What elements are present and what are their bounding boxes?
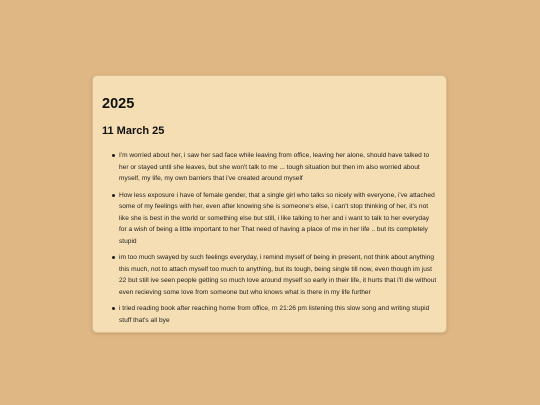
- year-heading: 2025: [102, 96, 135, 112]
- journal-card: [92, 75, 447, 333]
- entry-text: im too much swayed by such feelings everyday, i remind myself of being in present, not think about anything this much, not to attach myself too much to anything, but its tough, being single till now, even though im just 22 but still ive seen people getting so much love around myself so early in their life, it hurts that i'll die without even recieving some love from someone but who knows what is there in my life further: [119, 254, 437, 296]
- list-item: [102, 150, 437, 185]
- list-item: [102, 303, 437, 326]
- entry-text: i tried reading book after reaching home from office, rn 21:26 pm listening this slow song and writing stupid stuff that's all bye: [119, 305, 430, 324]
- entry-text: I'm worried about her, i saw her sad face while leaving from office, leaving her alone, should have talked to her or stayed until she leaves, but she won't talk to me ... tough situation but then im also worried about myself, my life, my own barriers that i've created around myself: [119, 152, 430, 182]
- bullet-icon: [112, 154, 115, 157]
- entry-text: How less exposure i have of female gender, that a single girl who talks so nicely with everyone, i've attached some of my feelings with her, even after knowing she is someone's else, i can't stop thinking of her, it's not like she is best in the world or something else but still, i like talking to her and i want to talk to her everyday for a wish of being a little important to her That need of having a place of me in her life .. but its completely stupid: [119, 191, 435, 245]
- bullet-icon: [112, 194, 115, 197]
- date-heading: 11 March 25: [102, 125, 165, 137]
- list-item: [102, 190, 437, 248]
- bullet-icon: [112, 307, 115, 310]
- bullet-icon: [112, 256, 115, 259]
- list-item: [102, 252, 437, 298]
- entry-list: [102, 150, 437, 326]
